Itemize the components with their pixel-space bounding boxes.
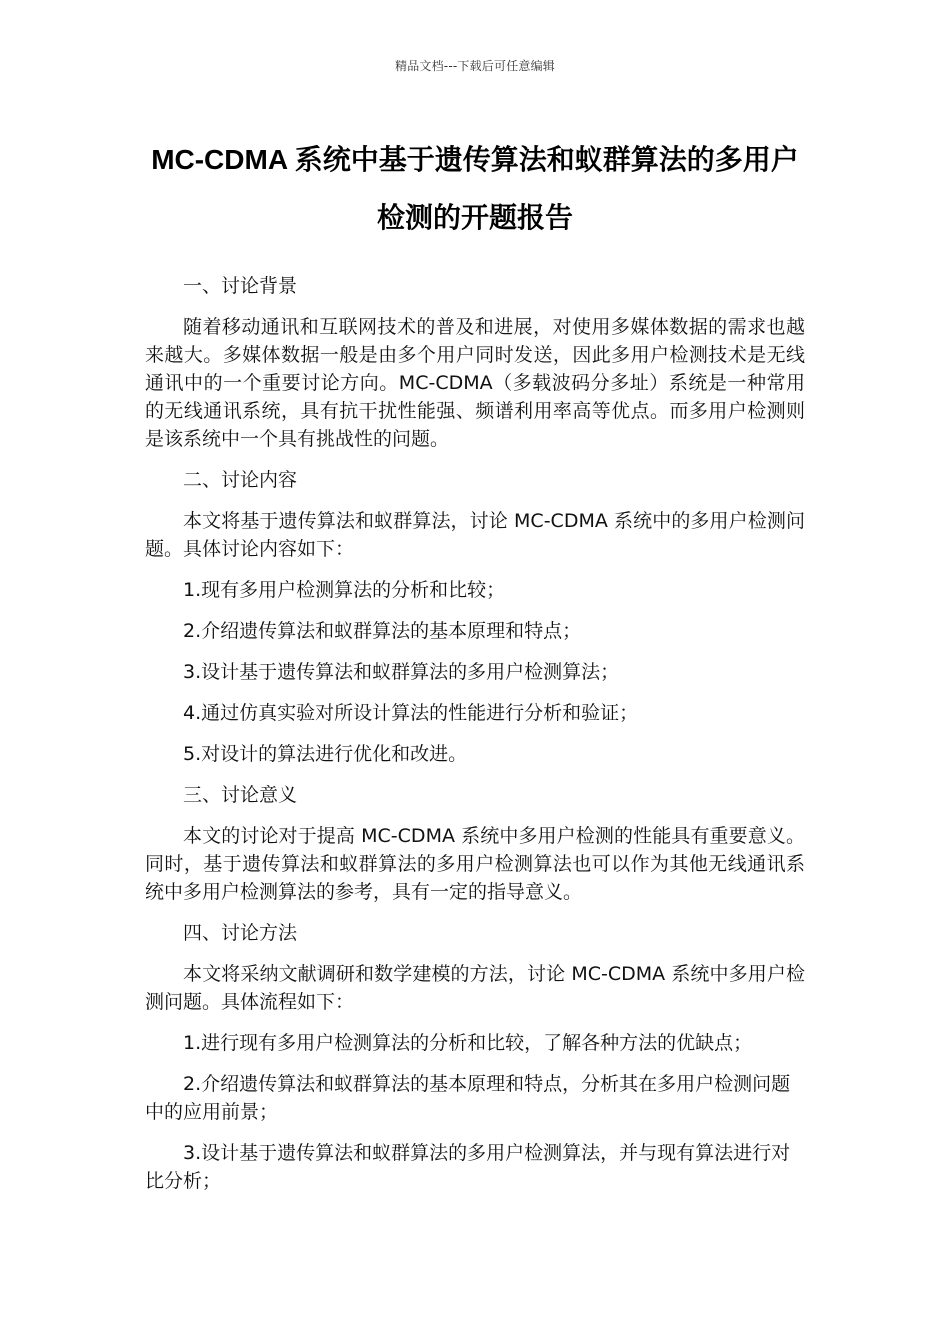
document-title-line-1: MC-CDMA 系统中基于遗传算法和蚁群算法的多用户: [151, 144, 799, 175]
paragraph-background: 随着移动通讯和互联网技术的普及和进展，对使用多媒体数据的需求也越来越大。多媒体数据一般是由多个用户同时发送，因此多用户检测技术是无线通讯中的一个重要讨论方向。MC-CDMA（多载波码分多址）系统是一种常用的无线通讯系统，具有抗干扰性能强、频谱利用率高等优点。而多用户检测则是该系统中一个具有挑战性的问题。: [145, 316, 805, 450]
section-heading-content: 二、讨论内容: [183, 469, 298, 491]
paragraph-significance: 本文的讨论对于提高 MC-CDMA 系统中多用户检测的性能具有重要意义。同时，基于遗传算法和蚁群算法的多用户检测算法也可以作为其他无线通讯系统中多用户检测算法的参考，具有一定的指导意义。: [145, 825, 805, 903]
list-item: 1.现有多用户检测算法的分析和比较；: [183, 579, 506, 601]
section-heading-significance: 三、讨论意义: [183, 784, 298, 806]
list-item: 2.介绍遗传算法和蚁群算法的基本原理和特点；: [183, 620, 582, 642]
list-item: 3.设计基于遗传算法和蚁群算法的多用户检测算法，并与现有算法进行对比分析；: [145, 1142, 791, 1192]
list-item: 2.介绍遗传算法和蚁群算法的基本原理和特点，分析其在多用户检测问题中的应用前景；: [145, 1073, 791, 1123]
list-item: 3.设计基于遗传算法和蚁群算法的多用户检测算法；: [183, 661, 620, 683]
section-heading-background: 一、讨论背景: [183, 275, 298, 297]
section-heading-method: 四、讨论方法: [183, 922, 298, 944]
document-title-line-2: 检测的开题报告: [376, 202, 573, 233]
list-item: 5.对设计的算法进行优化和改进。: [183, 743, 468, 765]
paragraph-content: 本文将基于遗传算法和蚁群算法，讨论 MC-CDMA 系统中的多用户检测问题。具体讨论内容如下：: [145, 510, 805, 560]
paragraph-method: 本文将采纳文献调研和数学建模的方法，讨论 MC-CDMA 系统中多用户检测问题。具体流程如下：: [145, 963, 805, 1013]
document-body: [145, 272, 805, 1208]
header-note: 精品文档---下载后可任意编辑: [395, 59, 555, 73]
list-item: 4.通过仿真实验对所设计算法的性能进行分析和验证；: [183, 702, 639, 724]
list-item: 1.进行现有多用户检测算法的分析和比较，了解各种方法的优缺点；: [183, 1032, 753, 1054]
